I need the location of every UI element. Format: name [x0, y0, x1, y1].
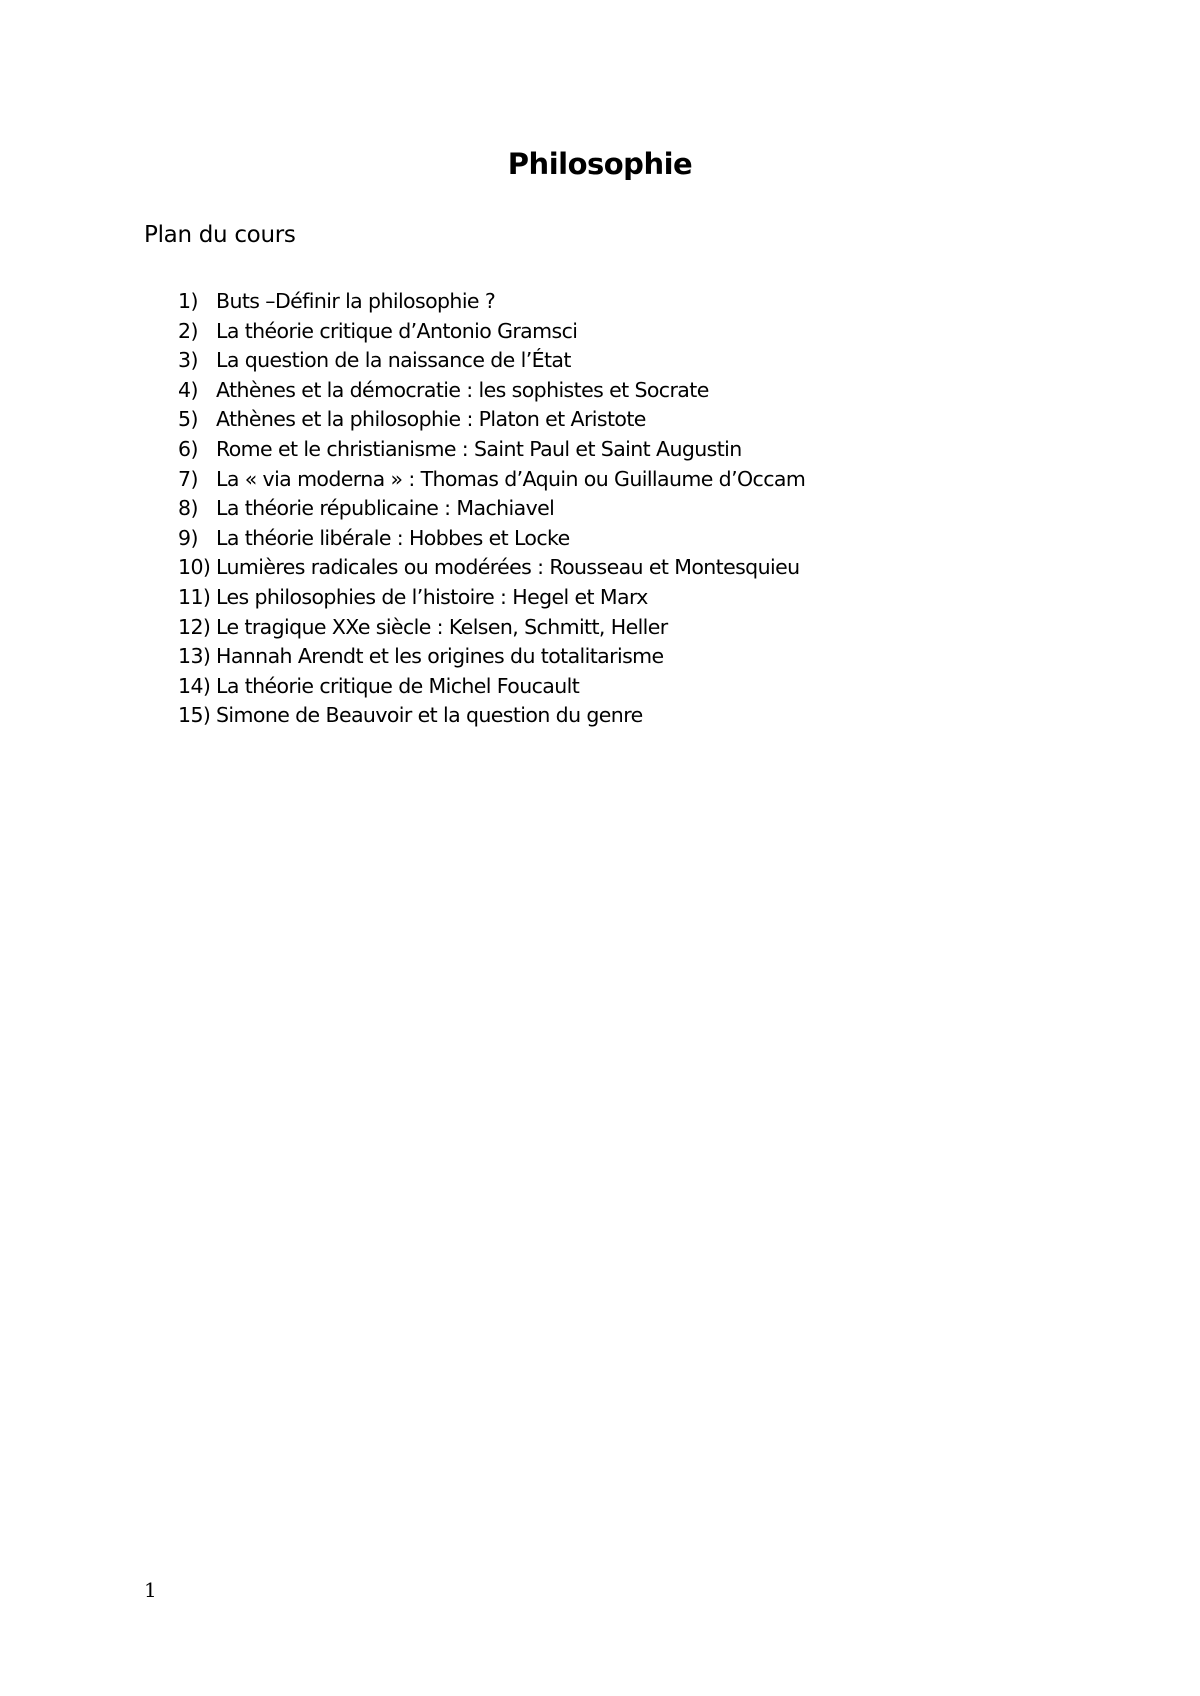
item-text: Hannah Arendt et les origines du totalitarisme [216, 644, 664, 669]
item-text: La théorie libérale : Hobbes et Locke [216, 525, 570, 550]
list-item [178, 701, 805, 731]
item-text: Les philosophies de l’histoire : Hegel et Marx [216, 584, 648, 609]
item-text: La théorie critique de Michel Foucault [216, 673, 580, 698]
item-number: 5) [178, 407, 198, 432]
item-text: Athènes et la démocratie : les sophistes et Socrate [216, 377, 709, 402]
item-number: 6) [178, 436, 198, 461]
item-text: La théorie critique d’Antonio Gramsci [216, 318, 578, 343]
item-text: Buts –Définir la philosophie ? [216, 289, 496, 313]
list-item [178, 376, 805, 406]
item-text: La « via moderna » : Thomas d’Aquin ou Guillaume d’Occam [216, 466, 806, 491]
item-number: 3) [178, 348, 198, 373]
list-item [178, 317, 805, 347]
list-item [178, 672, 805, 702]
item-text: La question de la naissance de l’État [216, 348, 571, 373]
list-item [178, 494, 805, 524]
list-item [178, 346, 805, 376]
item-number: 12) [178, 614, 211, 639]
list-item [178, 405, 805, 435]
item-text: Lumières radicales ou modérées : Rousseau et Montesquieu [216, 555, 800, 580]
item-number: 10) [178, 555, 211, 580]
item-number: 7) [178, 466, 198, 491]
list-item [178, 583, 805, 613]
list-item [178, 642, 805, 672]
list-item [178, 435, 805, 465]
item-number: 14) [178, 673, 211, 698]
item-number: 1) [178, 289, 198, 313]
item-text: La théorie républicaine : Machiavel [216, 496, 555, 521]
list-item [178, 524, 805, 554]
item-number: 4) [178, 377, 198, 402]
item-text: Rome et le christianisme : Saint Paul et Saint Augustin [216, 436, 742, 461]
item-text: Simone de Beauvoir et la question du genre [216, 703, 643, 728]
item-text: Athènes et la philosophie : Platon et Aristote [216, 407, 646, 432]
page-title: Philosophie [507, 147, 693, 181]
section-heading: Plan du cours [144, 222, 296, 248]
item-number: 8) [178, 496, 198, 521]
list-item [178, 553, 805, 583]
item-text: Le tragique XXe siècle : Kelsen, Schmitt, Heller [216, 614, 668, 639]
list-item [178, 613, 805, 643]
list-item [178, 287, 805, 317]
page-number: 1 [144, 1578, 157, 1602]
item-number: 11) [178, 584, 211, 609]
list-item [178, 465, 805, 495]
course-plan-list [178, 287, 805, 731]
item-number: 9) [178, 525, 198, 550]
item-number: 2) [178, 318, 198, 343]
item-number: 15) [178, 703, 211, 728]
item-number: 13) [178, 644, 211, 669]
